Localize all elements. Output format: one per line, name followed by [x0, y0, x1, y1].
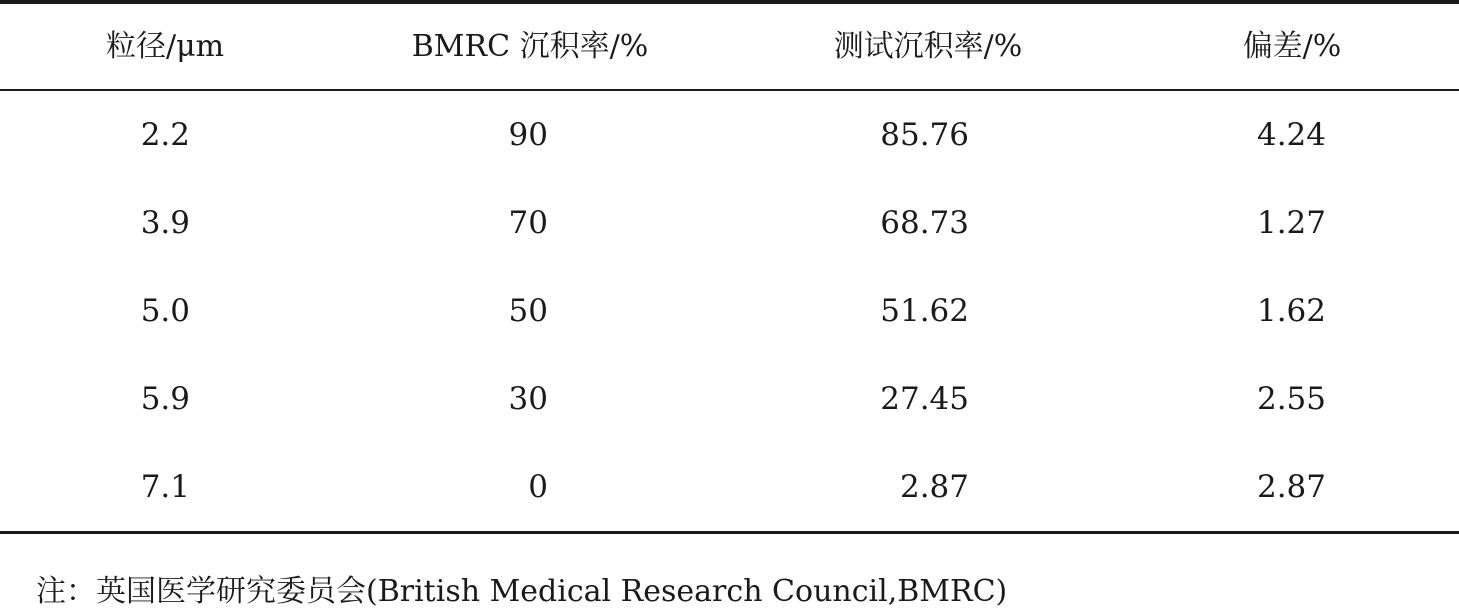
cell-test-rate: 51.62 [880, 293, 969, 329]
table-row [0, 443, 1459, 531]
table-bottom-rule [0, 531, 1459, 534]
cell-test-rate: 27.45 [880, 381, 969, 417]
header-deviation: 偏差/% [1242, 29, 1342, 64]
table-row [0, 355, 1459, 443]
cell-particle-size: 2.2 [140, 117, 190, 153]
cell-particle-size: 3.9 [140, 205, 190, 241]
table-row [0, 91, 1459, 179]
cell-particle-size: 5.0 [140, 293, 190, 329]
cell-deviation: 1.27 [1256, 205, 1326, 241]
header-particle-size: 粒径/μm [105, 29, 225, 64]
cell-test-rate: 85.76 [880, 117, 969, 153]
cell-test-rate: 2.87 [899, 469, 969, 505]
cell-bmrc-rate: 30 [508, 381, 548, 417]
cell-particle-size: 7.1 [140, 469, 190, 505]
cell-particle-size: 5.9 [140, 381, 190, 417]
cell-bmrc-rate: 0 [528, 469, 548, 505]
cell-bmrc-rate: 90 [508, 117, 548, 153]
header-test-deposition-rate: 测试沉积率/% [833, 29, 1023, 64]
cell-bmrc-rate: 50 [508, 293, 548, 329]
cell-deviation: 2.87 [1256, 469, 1326, 505]
header-bmrc-deposition-rate: BMRC 沉积率/% [411, 29, 649, 64]
cell-bmrc-rate: 70 [508, 205, 548, 241]
table-footnote: 注：英国医学研究委员会(British Medical Research Council,BMRC) [36, 574, 1008, 609]
cell-deviation: 1.62 [1256, 293, 1326, 329]
cell-deviation: 4.24 [1256, 117, 1326, 153]
table-row [0, 267, 1459, 355]
table-row [0, 179, 1459, 267]
table-header-row [0, 4, 1459, 89]
cell-test-rate: 68.73 [880, 205, 969, 241]
cell-deviation: 2.55 [1256, 381, 1326, 417]
